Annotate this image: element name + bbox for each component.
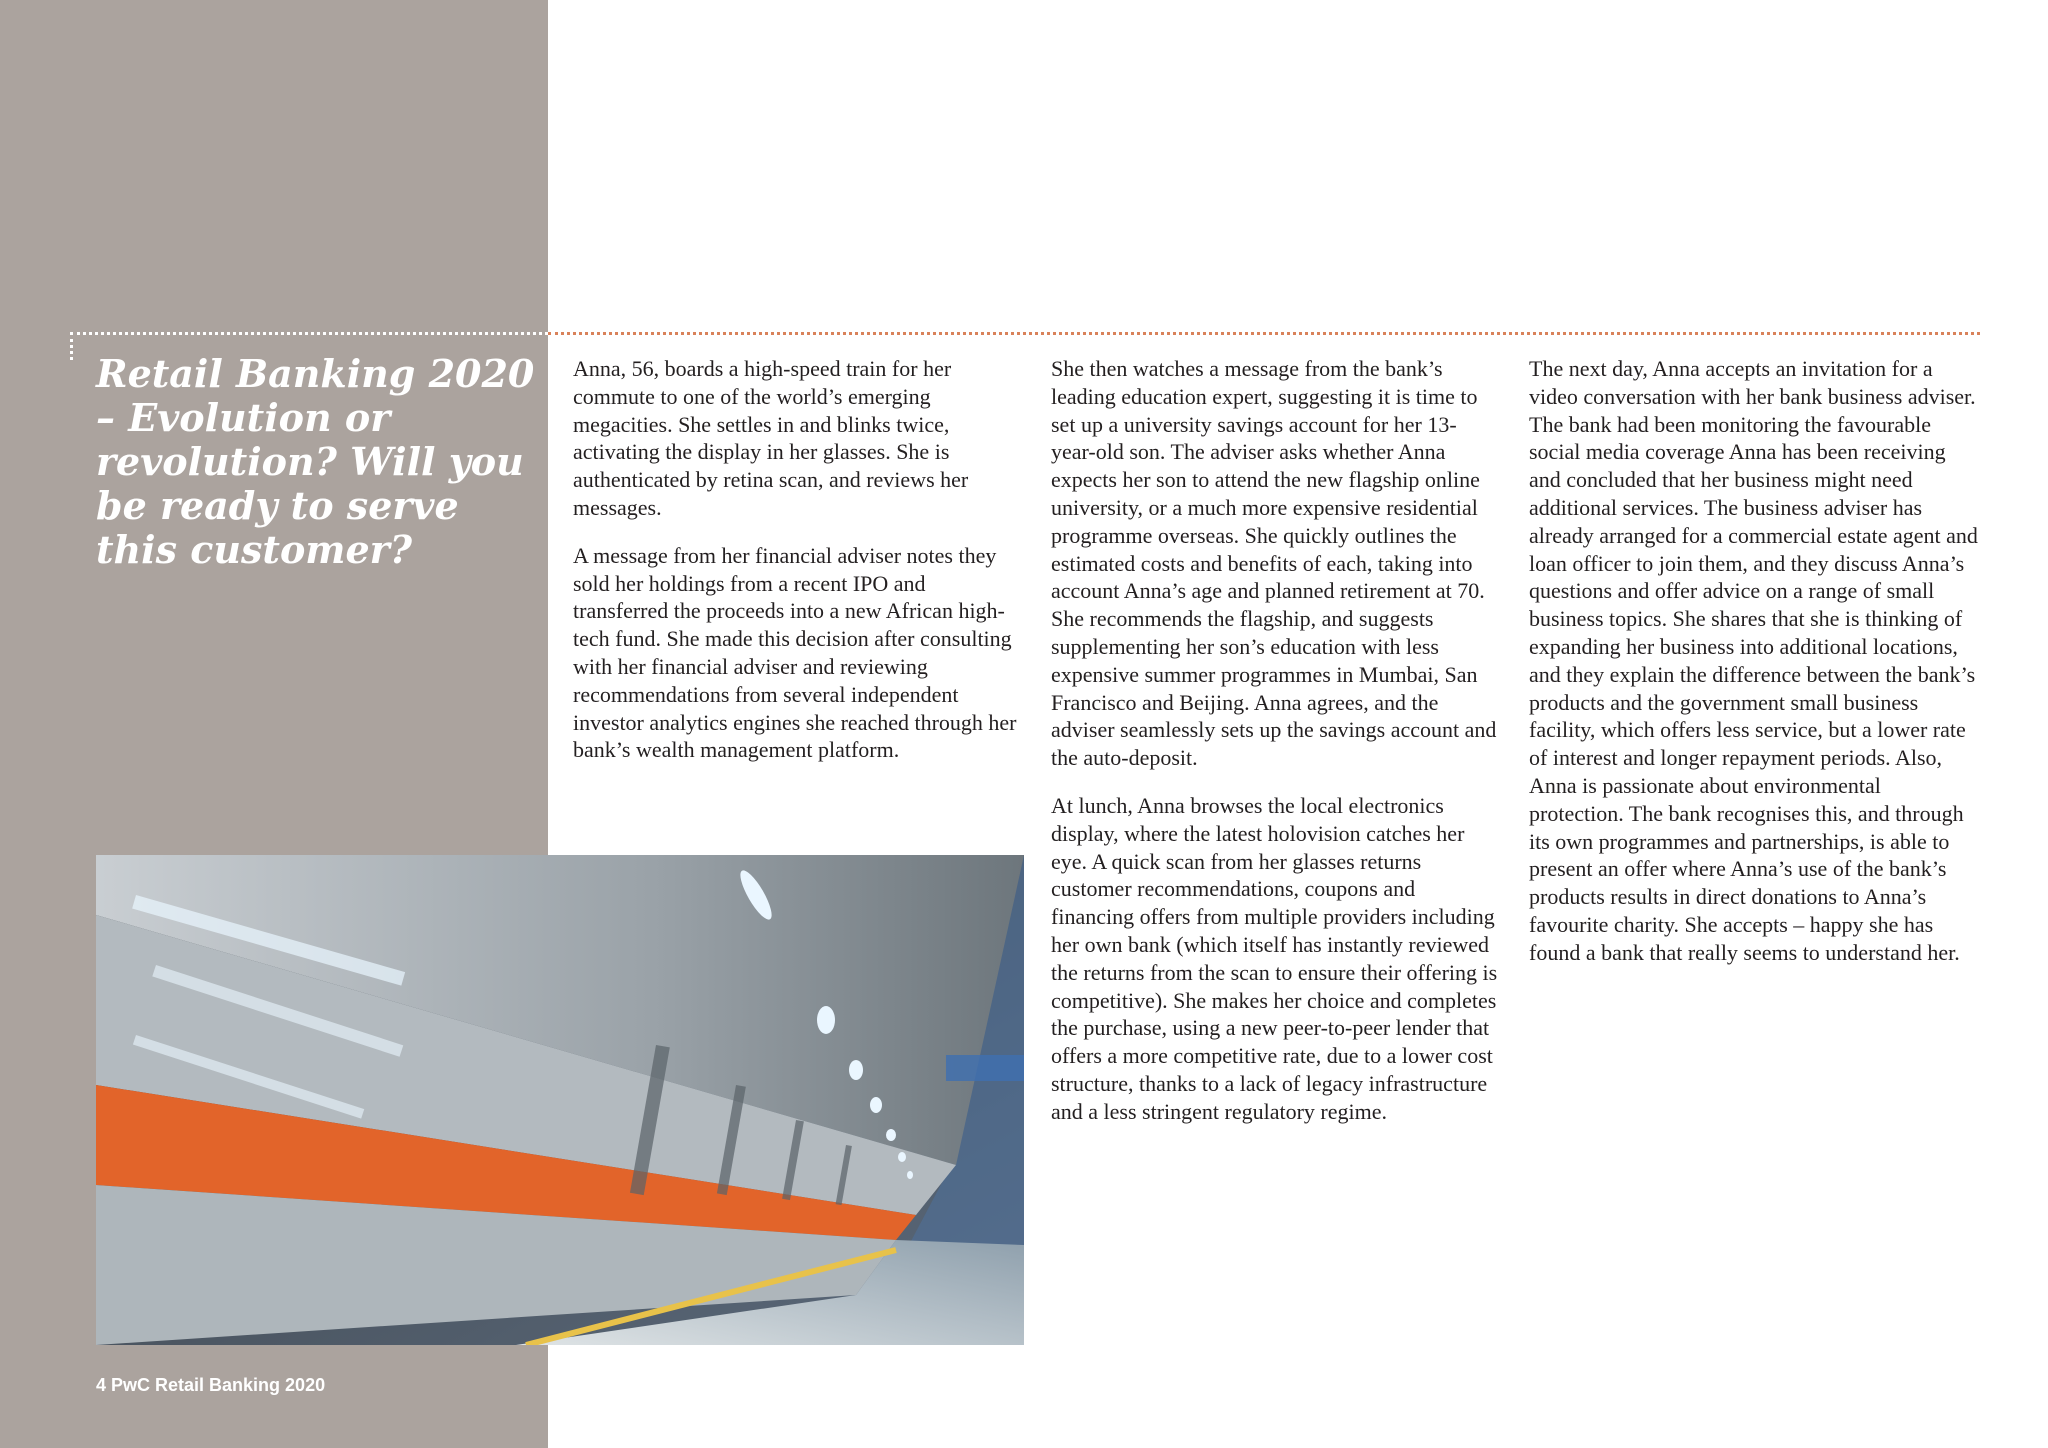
dotted-rule-orange [548, 332, 1980, 335]
text-column-3 [1529, 355, 1981, 987]
paragraph: Anna, 56, boards a high-speed train for her commute to one of the world’s emerging megacities. She settles in and blinks twice, activating the display in her glasses. She is authenticated by retina scan, and reviews her messages. [573, 356, 969, 520]
text-column-2 [1051, 355, 1501, 1146]
dotted-rule-vertical [70, 332, 73, 360]
train-illustration [96, 855, 1024, 1345]
paragraph: The next day, Anna accepts an invitation for a video conversation with her bank business adviser. The bank had been monitoring the favourable social media coverage Anna has been receiving and concluded that her business might need additional services. The business adviser has already arranged for a commercial estate agent and loan officer to join them, and they discuss Anna’s questions and offer advice on a range of small business topics. She shares that she is thinking of expanding her business into additional locations, and they explain the difference between the bank’s products and the government small business facility, which offers less service, but a lower rate of interest and longer repayment periods. Also, Anna is passionate about environmental protection. The bank recognises this, and through its own programmes and partnerships, is able to present an offer where Anna’s use of the bank’s products results in direct donations to Anna’s favourite charity. She accepts – happy she has found a bank that really seems to understand her. [1529, 356, 1978, 965]
page-title: Retail Banking 2020 – Evolution or revolution? Will you be ready to serve this customer? [96, 351, 535, 572]
dotted-rule-sidebar [70, 332, 548, 335]
paragraph: A message from her financial adviser notes they sold her holdings from a recent IPO and transferred the proceeds into a new African high-tech fund. She made this decision after consulting with her financial adviser and reviewing recommendations from several independent investor analytics engines she reached through her bank’s wealth management platform. [573, 542, 1017, 763]
text-column-1 [573, 355, 1023, 784]
train-photo [96, 855, 1024, 1345]
paragraph: At lunch, Anna browses the local electronics display, where the latest holovision catches her eye. A quick scan from her glasses returns customer recommendations, coupons and financing offers from multiple providers including her own bank (which itself has instantly reviewed the returns from the scan to ensure their offering is competitive). She makes her choice and completes the purchase, using a new peer-to-peer lender that offers a more competitive rate, due to a lower cost structure, thanks to a lack of legacy infrastructure and a less stringent regulatory regime. [1051, 792, 1498, 1124]
paragraph: She then watches a message from the bank’s leading education expert, suggesting it is time to set up a university savings account for her 13-year-old son. The adviser asks whether Anna expects her son to attend the new flagship online university, or a much more expensive residential programme overseas. She quickly outlines the estimated costs and benefits of each, taking into account Anna’s age and planned retirement at 70. She recommends the flagship, and suggests supplementing her son’s education with less expensive summer programmes in Mumbai, San Francisco and Beijing. Anna agrees, and the adviser seamlessly sets up the savings account and the auto-deposit. [1051, 356, 1497, 771]
page-footer: 4 PwC Retail Banking 2020 [96, 1375, 326, 1395]
